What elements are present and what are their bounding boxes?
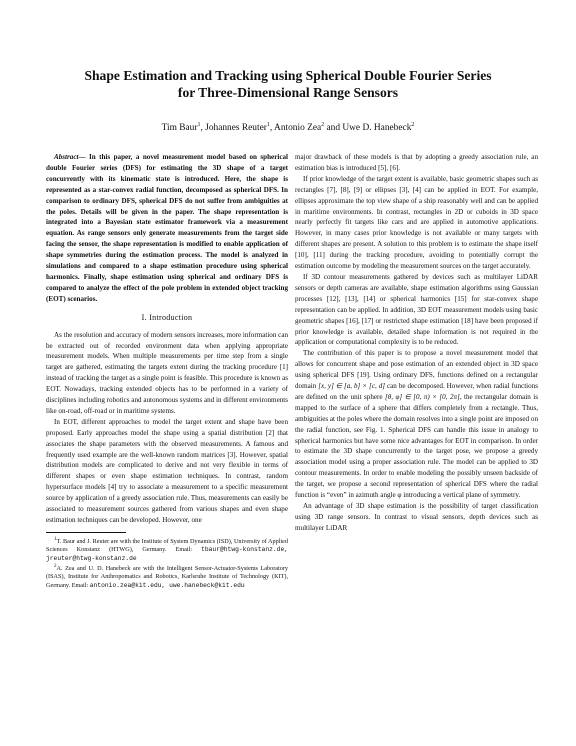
- paragraph-text: , the rectangular domain is mapped to the surface of a sphere that differs completely from a rectangle. Thus, ambiguities at the poles where the domain resolves into a single point are imposed on the radial function, see Fig. 1. Spherical DFS can handle this issue in analogy to spherical harmonics but have some nice advantages for EOT in comparison. In order to estimate the 3D shape concurrently to the target pose, we propose a greedy association model using a proper association rule. The model can be applied to 3D contour measurements. In order to enable modeling the possibly unseen backside of the target, we propose a second representation of spherical DFS where the radial function is “even” in azimuth angle φ introducing a vertical plane of symmetry.: [295, 392, 538, 500]
- author-list: [40, 122, 536, 133]
- right-column: [295, 152, 538, 534]
- body-paragraph: As the resolution and accuracy of modern sensors increases, more information can be extracted out of recorded environment data when applying appropriate measurement models. When multiple measurements per time step from a single target are gathered, estimating the targets extent during the tracking procedure [1] instead of tracking the target as a single point is feasible. This procedure is known as EOT. Nowadays, tracking extended objects has to be performed in a variety of disciplines including robotics and autonomous systems and in different environments like on-road, off-road or in maritime systems.: [46, 330, 289, 415]
- email-link[interactable]: jreuter@htwg-konstanz.de: [46, 554, 137, 562]
- affiliation-mark: 1: [266, 122, 270, 128]
- left-column: [46, 152, 288, 590]
- body-paragraph: major drawback of these models is that by adopting a greedy association rule, an estimation bias is introduced [5], [6].: [295, 153, 538, 172]
- affiliation-mark: 2: [411, 122, 415, 128]
- body-paragraph: [295, 348, 538, 501]
- abstract-text: — In this paper, a novel measurement model based on spherical double Fourier series (DFS) for estimating the 3D shape of a target concurrently with its kinematic state is introduced. Here, the shape is represented as a star-convex radial function, decomposed as spherical DFS. In comparison to ordinary DFS, spherical DFS do not suffer from ambiguities at the poles. Details will be given in the paper. The shape representation is integrated into a Bayesian state estimator framework via a measurement equation. As range sensors only generate measurements from the target side facing the sensor, the shape representation is modified to enable application of shape symmetries during the estimation process. The model is analyzed in simulations and compared to a shape estimation procedure using spherical harmonics. Finally, shape estimation using spherical and ordinary DFS is compared to analyze the effect of the pole problem in extended object tracking (EOT) scenarios.: [46, 153, 288, 303]
- body-paragraph: If 3D contour measurements gathered by devices such as multilayer LiDAR sensors or depth cameras are available, shape estimation algorithms using Gaussian processes [12], [13], [14] or spherical harmonics [15] for star-convex shape representation can be applied. In addition, 3D EOT measurement models using basic geometric shapes [16], [17] or restricted shape estimation [18] have been proposed if prior knowledge is available, detailed shape information is not required in the application or computational complexity is to be reduced.: [295, 272, 538, 347]
- paragraph-text: The contribution of this paper is to propose a novel measurement model that allows for concurrent shape and pose estimation of an extended object in 3D space using spherical DFS [19]. Using ordinary DFS, functions defined on a rectangular domain: [295, 349, 538, 391]
- body-paragraph: In EOT, different approaches to model the target extent and shape have been proposed. Early approaches model the shape using a spatial distribution [2] that associates the shape parameters with the observed measurements. A famous and frequently used example are the well-known random matrices [3]. However, spatial distribution models are complicated to derive and not very flexible in terms of different shapes or even shape estimation techniques. In contrast, random hypersurface models [4] try to associate a measurement to a specific measurement source by application of a greedy association rule. Thus, measurements can easily be associated to measurement sources gathered from various shapes and even shape estimation techniques can be developed. However, one: [46, 417, 288, 524]
- paper-title: [40, 67, 536, 101]
- footnote-divider: [46, 532, 126, 533]
- affiliation-mark: 1: [197, 122, 201, 128]
- math-expression: [x, y] ∈ [a, b] × [c, d]: [318, 382, 386, 391]
- abstract-lead: Abstract: [54, 153, 79, 161]
- footnote-text: T. Baur and J. Reuter are with the Institute of System Dynamics (ISD), University of Applied Sciences Konstanz (HTWG), Germany. Email:: [46, 537, 288, 554]
- author-name: and Uwe D. Hanebeck: [324, 123, 412, 134]
- author-name: , Antonio Zea: [269, 123, 322, 134]
- footnote-mark: 2: [54, 563, 57, 569]
- body-paragraph: If prior knowledge of the target extent is available, basic geometric shapes such as rectangles [7], [8], [9] or ellipses [3], [4] can be applied in EOT. For example, ellipses approximate the top view shape of a ship reasonably well and can be applied in maritime environments. In contrast, rectangles in 2D or cuboids in 3D space nearly perfectly fit targets like cars and are applied in automotive applications. However, in many cases prior knowledge is not available or many targets with different shapes are present. A solution to this problem is to estimate the shape itself [10], [11] during the tracking procedure, avoiding to potentially corrupt the estimation outcome by modeling the measurement sources on the target accurately.: [295, 174, 538, 271]
- author-name: Tim Baur: [161, 123, 198, 134]
- email-link[interactable]: tbaur@htwg-konstanz.de,: [201, 546, 289, 554]
- affiliation-mark: 2: [321, 122, 325, 128]
- footnote-text: A. Zea and U. D. Hanebeck are with the Intelligent Sensor-Actuator-Systems Laboratory (ISAS), Institute for Anthropomatics and Robotics, Karlsruhe Institute of Technology (KIT), Germany. Email:: [46, 564, 288, 589]
- email-link[interactable]: antonio.zea@kit.edu, uwe.hanebeck@kit.edu: [89, 581, 245, 589]
- author-name: , Johannes Reuter: [200, 123, 267, 134]
- title-line-2: for Three-Dimensional Range Sensors: [177, 85, 399, 100]
- footnote-1: [46, 536, 288, 563]
- body-paragraph: An advantage of 3D shape estimation is the possibility of target classification using 3D range sensors. In contrast to visual sensors, depth devices such as multilayer LiDAR: [295, 502, 538, 532]
- footnote-mark: 1: [54, 536, 57, 542]
- paragraph-text: can be decomposed. However, when radial functions are defined on the unit sphere: [295, 382, 539, 401]
- math-expression: [θ, φ] ∈ [0, π) × [0, 2π]: [385, 392, 460, 401]
- section-heading: I. Introduction: [141, 312, 193, 322]
- title-line-1: Shape Estimation and Tracking using Spherical Double Fourier Series: [84, 68, 492, 83]
- footnote-2: [46, 563, 288, 590]
- abstract: [46, 152, 288, 305]
